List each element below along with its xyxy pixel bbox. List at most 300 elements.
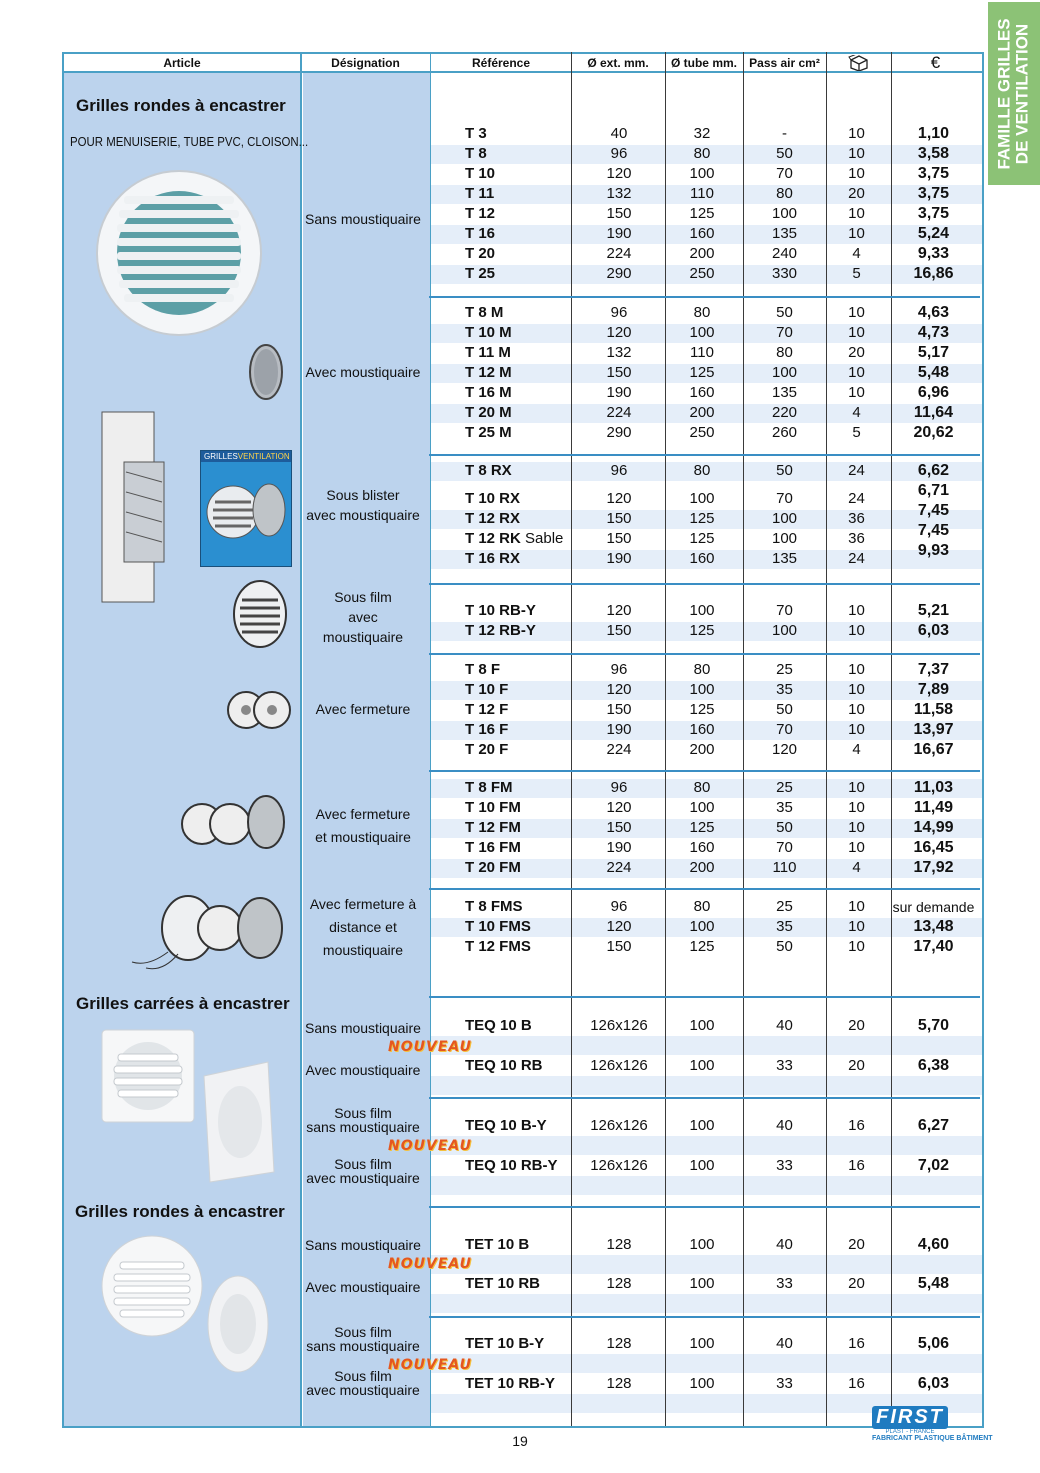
cell-tube-diameter: 80 xyxy=(693,898,711,915)
cell-tube-diameter: 100 xyxy=(689,324,715,341)
cell-quantity: 16 xyxy=(848,1117,865,1134)
cell-price: 11,58 xyxy=(913,701,954,718)
cell-air-pass: 35 xyxy=(776,681,793,698)
designation-film: Sous film avec moustiquaire xyxy=(322,589,404,645)
cell-tube-diameter: 125 xyxy=(689,701,715,718)
cell-price: 5,24 xyxy=(917,225,950,242)
cell-tube-diameter: 125 xyxy=(689,530,715,547)
designation-avec-moustiquaire: Avec moustiquaire xyxy=(305,364,421,380)
logo-name: FIRST xyxy=(872,1406,948,1429)
cell-reference: T 3 xyxy=(465,125,487,142)
cell-air-pass: 50 xyxy=(776,145,793,162)
cell-quantity: 24 xyxy=(848,462,865,479)
cell-reference: T 20 FM xyxy=(465,859,521,876)
cell-tube-diameter: 125 xyxy=(689,364,715,381)
cell-reference: T 12 F xyxy=(465,701,509,718)
cell-quantity: 10 xyxy=(848,324,865,341)
cell-price: 7,45 xyxy=(917,502,950,519)
cell-reference: T 10 RX xyxy=(465,490,521,507)
cell-reference: T 12 FM xyxy=(465,819,521,836)
cell-tube-diameter: 80 xyxy=(693,779,711,796)
designation-column-band xyxy=(303,69,430,1426)
cell-ext-diameter: 224 xyxy=(606,245,632,262)
cell-reference: T 11 M xyxy=(465,344,511,361)
cell-price: 5,48 xyxy=(917,364,950,381)
cell-tube-diameter: 80 xyxy=(693,145,711,162)
cell-quantity: 10 xyxy=(848,145,865,162)
side-tab-line1: FAMILLE GRILLES xyxy=(995,17,1015,170)
cell-quantity: 10 xyxy=(848,721,865,738)
cell-air-pass: 110 xyxy=(772,859,797,876)
closing-grille-image xyxy=(226,680,292,740)
cell-reference: T 12 FMS xyxy=(465,938,531,955)
cell-reference: T 8 RX xyxy=(465,462,512,479)
cell-tube-diameter: 200 xyxy=(689,741,715,758)
cell-reference: TET 10 RB xyxy=(465,1275,541,1292)
cell-air-pass: 40 xyxy=(776,1236,793,1253)
cell-reference: T 8 xyxy=(465,145,487,162)
cell-reference: T 10 M xyxy=(465,324,512,341)
cell-reference: T 20 M xyxy=(465,404,512,421)
cell-tube-diameter: 100 xyxy=(689,1157,715,1174)
table-header xyxy=(64,52,982,73)
cell-air-pass: 33 xyxy=(776,1375,793,1392)
cell-air-pass: 70 xyxy=(776,839,793,856)
cell-quantity: 10 xyxy=(848,898,865,915)
cell-price: 11,64 xyxy=(913,404,954,421)
cell-price: 6,27 xyxy=(917,1117,950,1134)
cell-quantity: 10 xyxy=(848,839,865,856)
cell-air-pass: 50 xyxy=(776,304,793,321)
cell-ext-diameter: 120 xyxy=(606,165,632,182)
cell-ext-diameter: 126x126 xyxy=(590,1057,648,1074)
cell-ext-diameter: 126x126 xyxy=(590,1117,648,1134)
cell-price: 3,58 xyxy=(917,145,950,162)
cell-price: 9,33 xyxy=(917,245,950,262)
cell-quantity: 4 xyxy=(852,741,861,758)
cell-reference: T 12 RK Sable xyxy=(465,530,564,547)
page-number: 19 xyxy=(512,1433,528,1449)
cell-quantity: 16 xyxy=(848,1157,865,1174)
cell-reference: T 16 M xyxy=(465,384,512,401)
cell-ext-diameter: 150 xyxy=(606,701,632,718)
cell-quantity: 5 xyxy=(852,424,861,441)
cell-air-pass: 135 xyxy=(771,384,798,401)
cell-tube-diameter: 160 xyxy=(689,225,715,242)
cell-tube-diameter: 200 xyxy=(689,859,715,876)
cell-reference: TEQ 10 B xyxy=(465,1017,532,1034)
cell-reference: T 20 xyxy=(465,245,496,262)
cell-reference: T 8 M xyxy=(465,304,504,321)
cell-ext-diameter: 132 xyxy=(606,344,632,361)
cell-air-pass: 40 xyxy=(776,1335,793,1352)
cell-ext-diameter: 96 xyxy=(610,462,628,479)
cell-price: 14,99 xyxy=(913,819,954,836)
round-grille-image xyxy=(94,168,264,338)
designation-square-avec: Avec moustiquaire xyxy=(305,1062,421,1078)
cell-price: 6,03 xyxy=(917,1375,950,1392)
cell-tube-diameter: 125 xyxy=(689,622,715,639)
cell-air-pass: 33 xyxy=(776,1157,793,1174)
cell-price: 6,62 xyxy=(917,462,950,479)
cell-tube-diameter: 100 xyxy=(689,165,715,182)
cell-ext-diameter: 290 xyxy=(606,424,632,441)
cell-air-pass: 25 xyxy=(776,661,793,678)
cell-reference: T 10 RB-Y xyxy=(465,602,536,619)
mesh-screen-image xyxy=(246,342,286,402)
cell-reference: T 8 F xyxy=(465,661,501,678)
nouveau-badge: NOUVEAU xyxy=(388,1039,472,1055)
cell-price: 5,48 xyxy=(917,1275,950,1292)
header-tube-diameter: Ø tube mm. xyxy=(670,55,737,70)
cell-quantity: 10 xyxy=(848,304,865,321)
cell-ext-diameter: 190 xyxy=(606,550,632,567)
cell-air-pass: 260 xyxy=(771,424,798,441)
cell-air-pass: 240 xyxy=(771,245,798,262)
cell-reference: TET 10 B xyxy=(465,1236,530,1253)
cell-quantity: 10 xyxy=(848,938,865,955)
cell-reference: T 12 M xyxy=(465,364,512,381)
cell-air-pass: 100 xyxy=(771,510,798,527)
cell-ext-diameter: 120 xyxy=(606,490,632,507)
cell-air-pass: 50 xyxy=(776,701,793,718)
side-tab-line2: DE VENTILATION xyxy=(1013,23,1033,164)
cell-quantity: 10 xyxy=(848,819,865,836)
cell-quantity: 20 xyxy=(848,1236,865,1253)
cell-price: 16,45 xyxy=(913,839,954,856)
cell-reference: T 10 xyxy=(465,165,496,182)
cell-price: 4,63 xyxy=(917,304,950,321)
cell-ext-diameter: 128 xyxy=(606,1335,632,1352)
cell-price: 13,97 xyxy=(913,721,954,738)
cell-air-pass: 40 xyxy=(776,1017,793,1034)
cell-air-pass: 40 xyxy=(776,1117,793,1134)
logo-sub: PLAST - FRANCE xyxy=(885,1429,935,1435)
cell-air-pass: 80 xyxy=(776,185,793,202)
cell-tube-diameter: 125 xyxy=(689,819,715,836)
cell-tube-diameter: 100 xyxy=(689,490,715,507)
cell-reference: T 25 xyxy=(465,265,496,282)
cell-air-pass: 135 xyxy=(771,550,798,567)
cell-air-pass: 120 xyxy=(771,741,798,758)
cell-reference: T 10 FMS xyxy=(465,918,531,935)
cell-air-pass: 35 xyxy=(776,799,793,816)
blister-label-right: VENTILATION xyxy=(237,452,290,461)
square-grille-image xyxy=(98,1026,288,1186)
cell-air-pass: 50 xyxy=(776,462,793,479)
designation-blister: Sous blister avec moustiquaire xyxy=(306,487,420,523)
designation-fermeture-distance: Avec fermeture à distance et moustiquaire xyxy=(309,896,417,958)
designation-round-film-avec: Sous film avec moustiquaire xyxy=(306,1368,420,1398)
header-price-euro: € xyxy=(930,52,941,72)
cell-quantity: 10 xyxy=(848,125,865,142)
cell-ext-diameter: 120 xyxy=(606,799,632,816)
cell-reference: T 16 xyxy=(465,225,496,242)
closing-mesh-grille-image xyxy=(178,792,288,852)
cell-price: 6,71 xyxy=(917,482,950,499)
cell-price: 5,21 xyxy=(917,602,950,619)
cell-quantity: 10 xyxy=(848,364,865,381)
designation-fermeture: Avec fermeture xyxy=(315,701,411,717)
section-title-square: Grilles carrées à encastrer xyxy=(76,994,290,1013)
cell-reference: T 10 F xyxy=(465,681,509,698)
cell-quantity: 20 xyxy=(848,1017,865,1034)
cell-tube-diameter: 80 xyxy=(693,304,711,321)
cell-ext-diameter: 290 xyxy=(606,265,632,282)
cell-price: 6,96 xyxy=(917,384,950,401)
cell-price: 7,45 xyxy=(917,522,950,539)
cell-price: 5,70 xyxy=(917,1017,950,1034)
remote-closing-grille-image xyxy=(128,892,290,976)
cell-ext-diameter: 190 xyxy=(606,225,632,242)
cell-air-pass: 70 xyxy=(776,324,793,341)
cell-quantity: 24 xyxy=(848,490,865,507)
cell-ext-diameter: 190 xyxy=(606,839,632,856)
nouveau-badge: NOUVEAU xyxy=(388,1256,472,1272)
cell-air-pass: 25 xyxy=(776,898,793,915)
cell-air-pass: 330 xyxy=(771,265,798,282)
cell-air-pass: 100 xyxy=(771,364,798,381)
designation-sans-moustiquaire: Sans moustiquaire xyxy=(305,211,421,227)
cell-tube-diameter: 100 xyxy=(689,1017,715,1034)
cell-air-pass: 25 xyxy=(776,779,793,796)
cell-ext-diameter: 150 xyxy=(606,530,632,547)
cell-price: 6,03 xyxy=(917,622,950,639)
cell-reference: T 10 FM xyxy=(465,799,521,816)
header-designation: Désignation xyxy=(331,55,400,70)
cell-reference: T 16 FM xyxy=(465,839,521,856)
cell-quantity: 36 xyxy=(848,510,865,527)
cell-ext-diameter: 120 xyxy=(606,324,632,341)
cell-tube-diameter: 100 xyxy=(689,1275,715,1292)
cell-ext-diameter: 150 xyxy=(606,205,632,222)
cell-air-pass: 70 xyxy=(776,721,793,738)
cell-air-pass: 80 xyxy=(776,344,793,361)
designation-square-sans: Sans moustiquaire xyxy=(305,1020,421,1036)
cell-ext-diameter: 128 xyxy=(606,1236,632,1253)
cell-price: 4,60 xyxy=(917,1236,950,1253)
cell-ext-diameter: 150 xyxy=(606,510,632,527)
cell-tube-diameter: 100 xyxy=(689,799,715,816)
cell-ext-diameter: 224 xyxy=(606,859,632,876)
cell-tube-diameter: 125 xyxy=(689,510,715,527)
designation-square-film-sans: Sous film sans moustiquaire xyxy=(306,1105,420,1135)
header-ext-diameter: Ø ext. mm. xyxy=(587,55,649,70)
header-reference: Référence xyxy=(471,55,531,70)
cell-quantity: 10 xyxy=(848,681,865,698)
cell-price: 13,48 xyxy=(913,918,954,935)
cell-quantity: 10 xyxy=(848,661,865,678)
cell-ext-diameter: 132 xyxy=(606,185,632,202)
cell-reference: TET 10 RB-Y xyxy=(465,1375,556,1392)
cell-reference: T 16 RX xyxy=(465,550,521,567)
cell-price: 9,93 xyxy=(917,542,950,559)
cell-price: 4,73 xyxy=(917,324,950,341)
cell-reference: T 20 F xyxy=(465,741,509,758)
cell-price: 11,03 xyxy=(913,779,954,796)
cell-ext-diameter: 150 xyxy=(606,364,632,381)
cell-quantity: 20 xyxy=(848,185,865,202)
cell-quantity: 20 xyxy=(848,344,865,361)
cell-reference: TEQ 10 B-Y xyxy=(465,1117,547,1134)
cell-tube-diameter: 32 xyxy=(693,125,711,142)
cell-tube-diameter: 250 xyxy=(689,424,715,441)
cell-ext-diameter: 126x126 xyxy=(590,1157,648,1174)
cell-price: 6,38 xyxy=(917,1057,950,1074)
cell-ext-diameter: 96 xyxy=(610,661,628,678)
cell-quantity: 16 xyxy=(848,1375,865,1392)
cell-quantity: 10 xyxy=(848,225,865,242)
cell-air-pass: 100 xyxy=(771,530,798,547)
cell-ext-diameter: 150 xyxy=(606,819,632,836)
cell-ext-diameter: 96 xyxy=(610,145,628,162)
cell-ext-diameter: 120 xyxy=(606,918,632,935)
section-title-round-2: Grilles rondes à encastrer xyxy=(75,1202,285,1221)
cell-price: 16,86 xyxy=(913,265,954,282)
cell-tube-diameter: 125 xyxy=(689,205,715,222)
cell-quantity: 4 xyxy=(852,404,861,421)
cell-quantity: 10 xyxy=(848,918,865,935)
designation-round-film-sans: Sous film sans moustiquaire xyxy=(306,1324,420,1354)
cell-air-pass: 33 xyxy=(776,1275,793,1292)
cell-reference-suffix: Sable xyxy=(520,530,564,547)
cell-air-pass: 220 xyxy=(771,404,798,421)
cell-quantity: 10 xyxy=(848,602,865,619)
cell-quantity: 24 xyxy=(848,550,865,567)
cell-tube-diameter: 100 xyxy=(689,1335,715,1352)
blister-label-left: GRILLES xyxy=(204,452,238,461)
cell-tube-diameter: 160 xyxy=(689,550,715,567)
cell-air-pass: 33 xyxy=(776,1057,793,1074)
section-subtitle-round: POUR MENUISERIE, TUBE PVC, CLOISON... xyxy=(70,134,309,149)
cell-reference: TET 10 B-Y xyxy=(465,1335,545,1352)
nouveau-badge: NOUVEAU xyxy=(388,1357,472,1373)
cell-reference: TEQ 10 RB-Y xyxy=(465,1157,558,1174)
designation-round-avec: Avec moustiquaire xyxy=(305,1279,421,1295)
cell-ext-diameter: 150 xyxy=(606,938,632,955)
cell-reference: T 12 RX xyxy=(465,510,521,527)
cell-tube-diameter: 100 xyxy=(689,1236,715,1253)
cell-tube-diameter: 100 xyxy=(689,1117,715,1134)
cell-air-pass: 70 xyxy=(776,165,793,182)
header-air-pass: Pass air cm² xyxy=(749,55,820,70)
cell-reference: T 12 RB-Y xyxy=(465,622,536,639)
nouveau-badge: NOUVEAU xyxy=(388,1138,472,1154)
cell-price: 16,67 xyxy=(913,741,954,758)
cell-ext-diameter: 96 xyxy=(610,779,628,796)
cell-price: sur demande xyxy=(892,899,975,915)
section-title-round: Grilles rondes à encastrer xyxy=(76,96,286,115)
round-grille-white-image xyxy=(98,1232,288,1392)
cell-tube-diameter: 160 xyxy=(689,839,715,856)
side-category-tab xyxy=(988,2,1040,185)
cell-ext-diameter: 190 xyxy=(606,384,632,401)
cell-tube-diameter: 100 xyxy=(689,1057,715,1074)
cell-price: 7,02 xyxy=(917,1157,950,1174)
cell-quantity: 10 xyxy=(848,779,865,796)
cell-price: 5,17 xyxy=(917,344,950,361)
cell-air-pass: 50 xyxy=(776,819,793,836)
cell-tube-diameter: 125 xyxy=(689,938,715,955)
cell-air-pass: 50 xyxy=(776,938,793,955)
cell-ext-diameter: 150 xyxy=(606,622,632,639)
cell-tube-diameter: 200 xyxy=(689,404,715,421)
cell-air-pass: 70 xyxy=(776,490,793,507)
cell-ext-diameter: 96 xyxy=(610,304,628,321)
designation-round-sans: Sans moustiquaire xyxy=(305,1237,421,1253)
cell-ext-diameter: 120 xyxy=(606,681,632,698)
cell-tube-diameter: 200 xyxy=(689,245,715,262)
cell-quantity: 4 xyxy=(852,859,861,876)
cell-tube-diameter: 80 xyxy=(693,661,711,678)
cell-tube-diameter: 100 xyxy=(689,918,715,935)
cell-quantity: 10 xyxy=(848,622,865,639)
designation-fermeture-moustiquaire: Avec fermeture et moustiquaire xyxy=(315,806,411,845)
cell-ext-diameter: 224 xyxy=(606,741,632,758)
cell-air-pass: 70 xyxy=(776,602,793,619)
cell-reference: T 8 FMS xyxy=(465,898,523,915)
designation-square-film-avec: Sous film avec moustiquaire xyxy=(306,1156,420,1186)
cell-air-pass: - xyxy=(782,125,787,142)
cell-reference: T 16 F xyxy=(465,721,509,738)
box-icon xyxy=(826,54,891,71)
cell-quantity: 36 xyxy=(848,530,865,547)
cell-quantity: 5 xyxy=(852,265,861,282)
cell-quantity: 10 xyxy=(848,799,865,816)
cell-price: 11,49 xyxy=(913,799,954,816)
cell-air-pass: 135 xyxy=(771,225,798,242)
cell-ext-diameter: 190 xyxy=(606,721,632,738)
cell-tube-diameter: 160 xyxy=(689,384,715,401)
cell-price: 1,10 xyxy=(917,125,950,142)
brand-logo xyxy=(872,1406,993,1448)
cell-tube-diameter: 110 xyxy=(690,185,714,202)
cell-air-pass: 35 xyxy=(776,918,793,935)
cell-quantity: 10 xyxy=(848,165,865,182)
cell-price: 7,37 xyxy=(917,661,950,678)
cell-quantity: 16 xyxy=(848,1335,865,1352)
cell-quantity: 10 xyxy=(848,701,865,718)
cell-ext-diameter: 224 xyxy=(606,404,632,421)
cell-ext-diameter: 120 xyxy=(606,602,632,619)
cell-price: 3,75 xyxy=(917,165,950,182)
cell-tube-diameter: 160 xyxy=(689,721,715,738)
cell-price: 20,62 xyxy=(913,424,954,441)
cell-quantity: 10 xyxy=(848,205,865,222)
cell-price: 3,75 xyxy=(917,205,950,222)
cell-reference: T 12 xyxy=(465,205,496,222)
cell-ext-diameter: 40 xyxy=(610,125,628,142)
logo-tagline: FABRICANT PLASTIQUE BÂTIMENT xyxy=(872,1435,993,1442)
cell-quantity: 20 xyxy=(848,1057,865,1074)
cell-tube-diameter: 80 xyxy=(693,462,711,479)
header-article: Article xyxy=(163,55,201,70)
cell-quantity: 4 xyxy=(852,245,861,262)
wall-section-image xyxy=(94,402,174,612)
cell-price: 17,92 xyxy=(913,859,954,876)
cell-tube-diameter: 100 xyxy=(689,681,715,698)
cell-ext-diameter: 96 xyxy=(610,898,628,915)
cell-ext-diameter: 126x126 xyxy=(590,1017,648,1034)
cell-reference: T 11 xyxy=(465,185,495,202)
cell-quantity: 10 xyxy=(848,384,865,401)
cell-air-pass: 100 xyxy=(771,205,798,222)
cell-air-pass: 100 xyxy=(771,622,798,639)
cell-tube-diameter: 100 xyxy=(689,602,715,619)
blister-pack-image xyxy=(200,450,292,567)
cell-ext-diameter: 128 xyxy=(606,1275,632,1292)
cell-tube-diameter: 250 xyxy=(689,265,715,282)
